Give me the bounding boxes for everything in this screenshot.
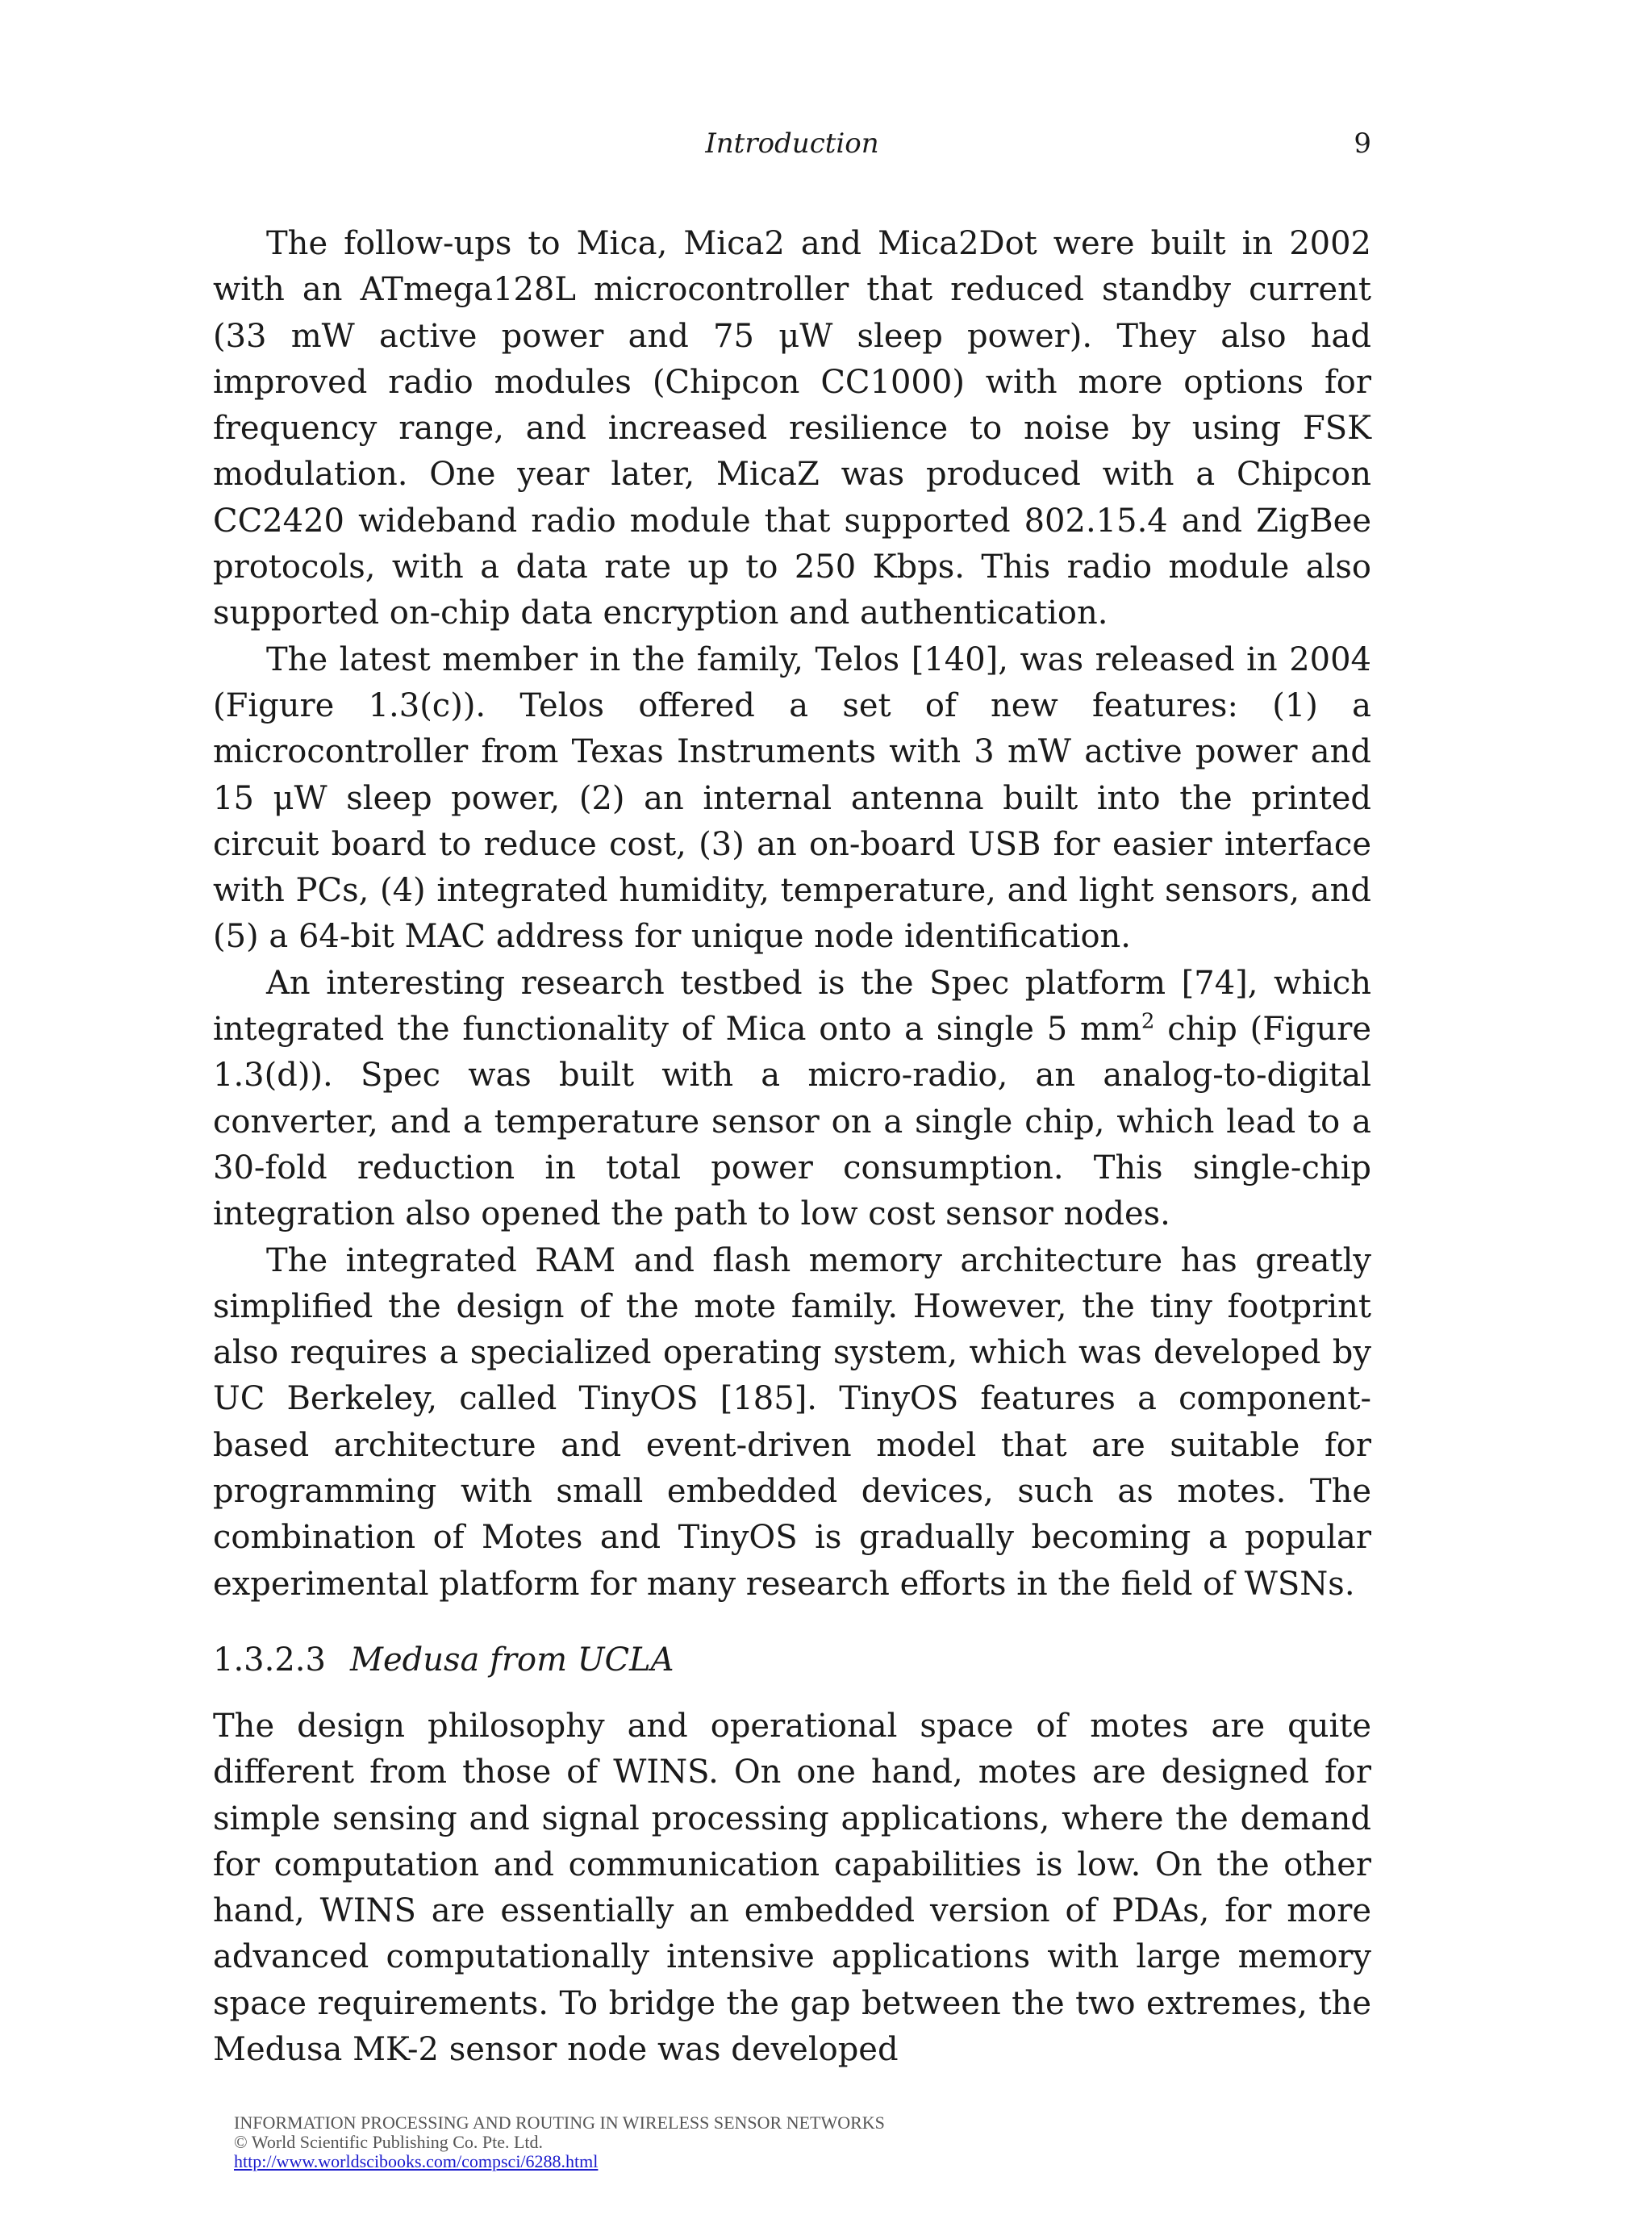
spec-text-end: chip (Figure 1.3(d)). Spec was built with a micro-radio, an analog-to-digital converter, and a temperature sensor on a single chip, which lead to a 30-fold reduction in total power consumption. This single-chip integration also opened the path to low cost sensor nodes. [213,1011,1371,1233]
paragraph-telos: The latest member in the family, Telos [140], was released in 2004 (Figure 1.3(c)). Telos offered a set of new features: (1) a microcontroller from Texas Instruments with 3 mW active power and 15 μW sleep power, (2) an internal antenna built into the printed circuit board to reduce cost, (3) an on-board USB for easier interface with PCs, (4) integrated humidity, temperature, and light sensors, and (5) a 64-bit MAC address for unique node identification. [213,640,1371,956]
section-text [213,1704,1371,2073]
spec-text-start: An interesting research testbed is the Spec platform [74], which integrated the functionality of Mica onto a single 5 mm [213,964,1371,1049]
paragraph-medusa: The design philosophy and operational space of motes are quite different from those of WINS. On one hand, motes are designed for simple sensing and signal processing applications, where the demand for computation and communication capabilities is low. On the other hand, WINS are essentially an embedded version of PDAs, for more advanced computationally intensive applications with large memory space requirements. To bridge the gap between the two extremes, the Medusa MK-2 sensor node was developed [213,1708,1371,2069]
footer-link[interactable]: http://www.worldscibooks.com/compsci/6288.html [234,2151,599,2171]
running-header [213,127,1371,168]
paragraph-mica-followups: The follow-ups to Mica, Mica2 and Mica2Dot were built in 2002 with an ATmega128L microcontroller that reduced standby current (33 mW active power and 75 μW sleep power). They also had improved radio modules (Chipcon CC1000) with more options for frequency range, and increased resilience to noise by using FSK modulation. One year later, MicaZ was produced with a Chipcon CC2420 wideband radio module that supported 802.15.4 and ZigBee protocols, with a data rate up to 250 Kbps. This radio module also supported on-chip data encryption and authentication. [213,225,1371,632]
footer-book-title: INFORMATION PROCESSING AND ROUTING IN WIRELESS SENSOR NETWORKS [234,2112,885,2133]
section-number: 1.3.2.3 [213,1641,326,1679]
publisher-footer [234,2113,1202,2171]
paragraph-spec [213,961,1371,1238]
superscript-two: 2 [1141,1009,1155,1034]
section-title: Medusa from UCLA [350,1641,674,1679]
running-title: Introduction [705,127,879,160]
paragraph-tinyos: The integrated RAM and flash memory architecture has greatly simplified the design of the mote family. However, the tiny footprint also requires a specialized operating system, which was developed by UC Berkeley, called TinyOS [185]. TinyOS features a component-based architecture and event-driven model that are suitable for programming with small embedded devices, such as motes. The combination of Motes and TinyOS is gradually becoming a popular experimental platform for many research efforts in the field of WSNs. [213,1241,1371,1603]
page-number: 9 [1354,127,1371,160]
section-heading [213,1637,1371,1683]
main-text [213,221,1371,1608]
footer-copyright: © World Scientific Publishing Co. Pte. Ltd. [234,2132,544,2152]
